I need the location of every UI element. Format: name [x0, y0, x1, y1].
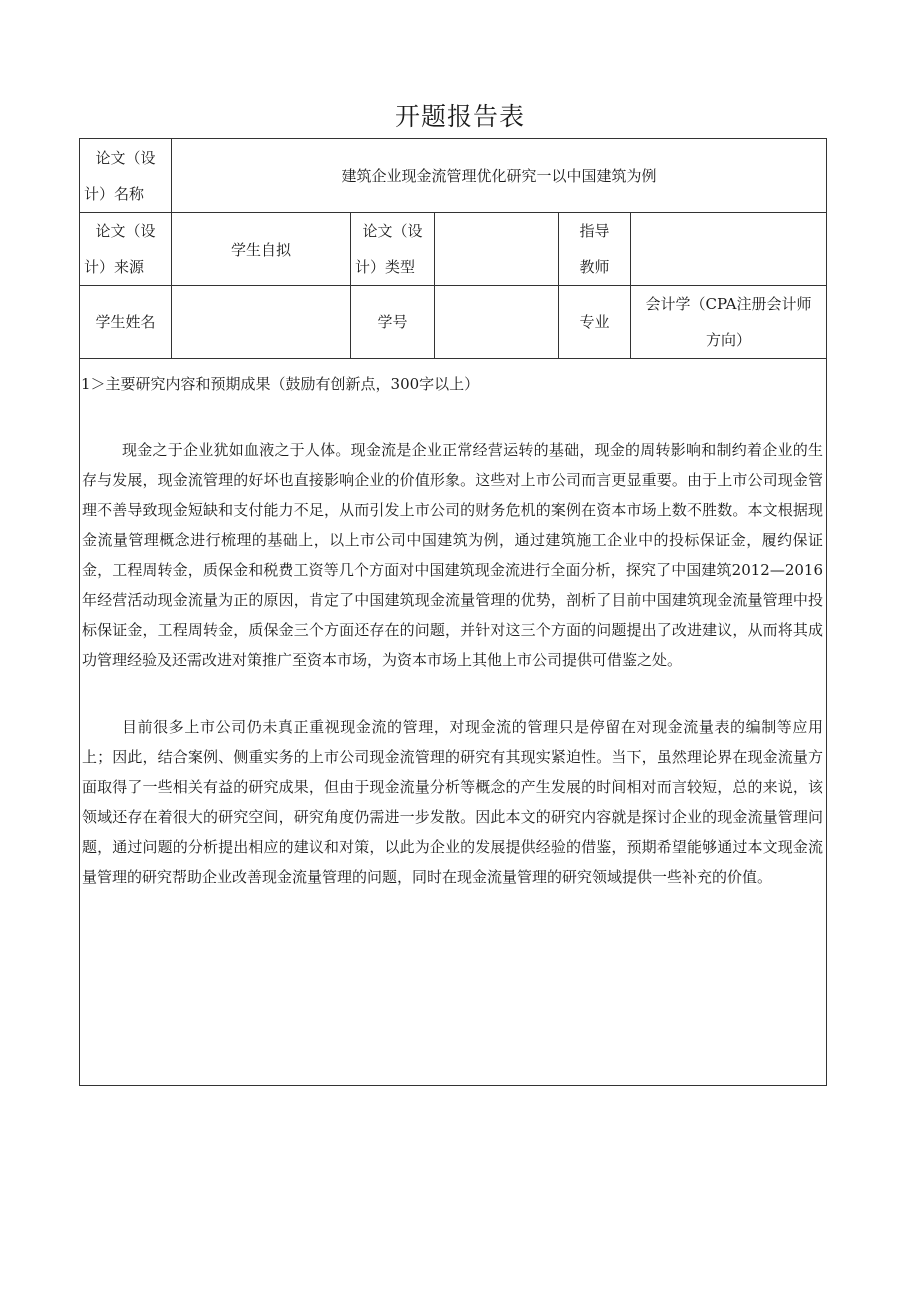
thesis-title-label-line2: 计）名称 — [84, 184, 145, 203]
proposal-form-table — [79, 138, 827, 1086]
thesis-source-label-line1: 论文（设 — [95, 222, 156, 240]
thesis-title-value: 建筑企业现金流管理优化研究一以中国建筑为例 — [172, 139, 827, 213]
advisor-label-line2: 教师 — [579, 258, 610, 276]
research-content-cell — [80, 359, 827, 1086]
content-paragraph-2: 目前很多上市公司仍未真正重视现金流的管理，对现金流的管理只是停留在对现金流量表的编制等应用上；因此，结合案例、侧重实务的上市公司现金流管理的研究有其现实紧迫性。当下，虽然理论界在现金流量方面取得了一些相关有益的研究成果，但由于现金流量分析等概念的产生发展的时间相对而言较短，总的来说，该领域还存在着很大的研究空间，研究角度仍需进一步发散。因此本文的研究内容就是探讨企业的现金流量管理问题，通过问题的分析提出相应的建议和对策，以此为企业的发展提供经验的借鉴，预期希望能够通过本文现金流量管理的研究帮助企业改善现金流量管理的问题，同时在现金流量管理的研究领域提供一些补充的价值。 — [82, 718, 823, 886]
thesis-type-label-line1: 论文（设 — [362, 222, 423, 240]
thesis-source-row — [80, 213, 827, 286]
student-name-label: 学生姓名 — [80, 286, 172, 359]
student-id-label: 学号 — [351, 286, 435, 359]
student-name-value — [172, 286, 351, 359]
section-heading: 1＞主要研究内容和预期成果（鼓励有创新点，300字以上） — [81, 375, 480, 393]
thesis-type-label-line2: 计）类型 — [355, 258, 416, 276]
research-content-row — [80, 359, 827, 1086]
thesis-title-row — [80, 139, 827, 213]
thesis-type-value — [435, 213, 559, 286]
student-info-row — [80, 286, 827, 359]
thesis-type-label — [351, 213, 435, 286]
advisor-value — [631, 213, 827, 286]
document-title: 开题报告表 — [394, 102, 525, 131]
major-value-line2: 方向） — [705, 331, 751, 349]
thesis-source-value: 学生自拟 — [172, 213, 351, 286]
student-id-value — [435, 286, 559, 359]
thesis-title-label-line1: 论文（设 — [95, 148, 156, 167]
major-label: 专业 — [559, 286, 631, 359]
thesis-title-label — [80, 139, 172, 213]
major-value-line1: 会计学（CPA注册会计师 — [645, 295, 812, 313]
advisor-label — [559, 213, 631, 286]
major-value — [631, 286, 827, 359]
advisor-label-line1: 指导 — [579, 222, 610, 240]
thesis-source-label — [80, 213, 172, 286]
thesis-source-label-line2: 计）来源 — [84, 258, 145, 276]
content-paragraph-1: 现金之于企业犹如血液之于人体。现金流是企业正常经营运转的基础，现金的周转影响和制约着企业的生存与发展，现金流管理的好坏也直接影响企业的价值形象。这些对上市公司而言更显重要。由于上市公司现金管理不善导致现金短缺和支付能力不足，从而引发上市公司的财务危机的案例在资本市场上数不胜数。本文根据现金流量管理概念进行梳理的基础上，以上市公司中国建筑为例，通过建筑施工企业中的投标保证金，履约保证金，工程周转金，质保金和税费工资等几个方面对中国建筑现金流进行全面分析，探究了中国建筑2012—2016年经营活动现金流量为正的原因，肯定了中国建筑现金流量管理的优势，剖析了目前中国建筑现金流量管理中投标保证金，工程周转金，质保金三个方面还存在的问题，并针对这三个方面的问题提出了改进建议，从而将其成功管理经验及还需改进对策推广至资本市场，为资本市场上其他上市公司提供可借鉴之处。 — [82, 441, 823, 669]
